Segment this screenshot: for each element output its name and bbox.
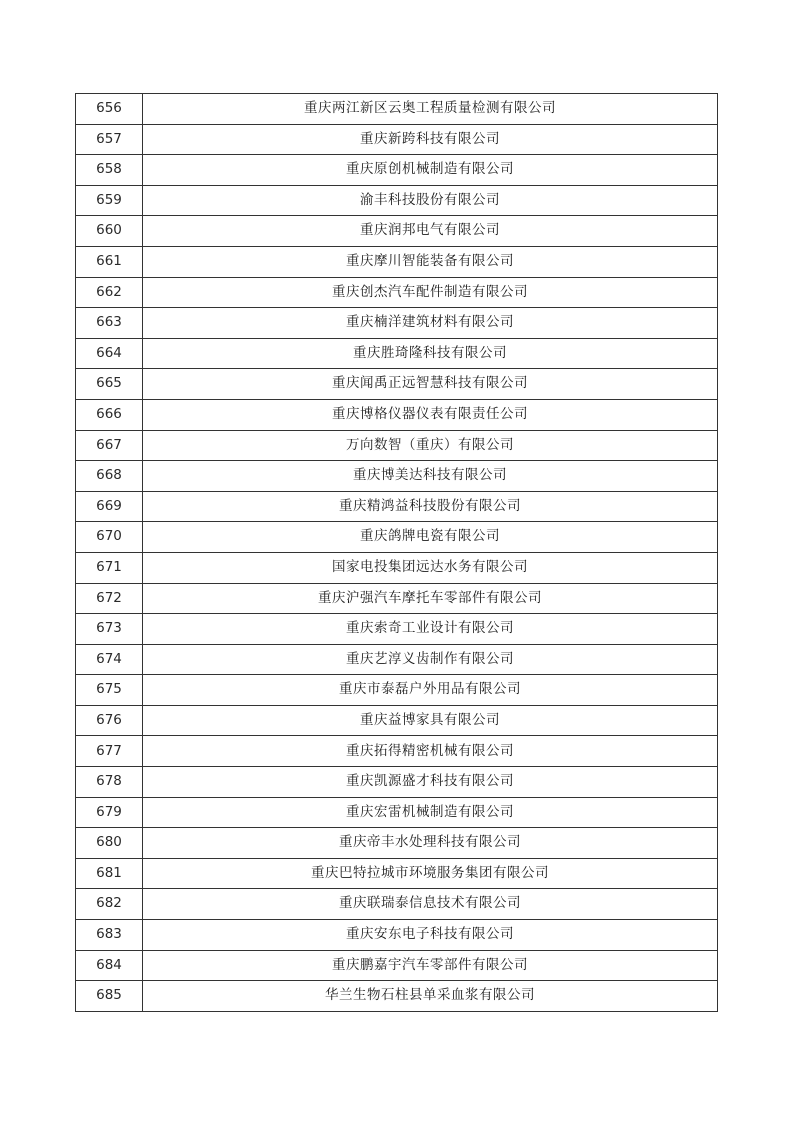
- company-name-cell: 重庆联瑞泰信息技术有限公司: [143, 889, 718, 920]
- company-name-cell: 重庆拓得精密机械有限公司: [143, 736, 718, 767]
- table-row: [76, 399, 718, 430]
- company-name-cell: 重庆精鸿益科技股份有限公司: [143, 491, 718, 522]
- row-number-cell: 683: [76, 920, 143, 951]
- company-name-cell: 重庆闻禹正远智慧科技有限公司: [143, 369, 718, 400]
- company-name-cell: 重庆凯源盛才科技有限公司: [143, 767, 718, 798]
- table-row: [76, 705, 718, 736]
- table-row: [76, 94, 718, 125]
- row-number-cell: 676: [76, 705, 143, 736]
- row-number-cell: 669: [76, 491, 143, 522]
- table-row: [76, 491, 718, 522]
- company-name-cell: 重庆楠洋建筑材料有限公司: [143, 308, 718, 339]
- table-row: [76, 767, 718, 798]
- company-name-cell: 重庆新跨科技有限公司: [143, 124, 718, 155]
- row-number-cell: 668: [76, 461, 143, 492]
- row-number-cell: 667: [76, 430, 143, 461]
- row-number-cell: 663: [76, 308, 143, 339]
- company-name-cell: 渝丰科技股份有限公司: [143, 185, 718, 216]
- row-number-cell: 664: [76, 338, 143, 369]
- table-row: [76, 797, 718, 828]
- table-row: [76, 308, 718, 339]
- row-number-cell: 680: [76, 828, 143, 859]
- row-number-cell: 671: [76, 552, 143, 583]
- table-row: [76, 552, 718, 583]
- company-name-cell: 国家电投集团远达水务有限公司: [143, 552, 718, 583]
- table-row: [76, 369, 718, 400]
- table-row: [76, 185, 718, 216]
- company-name-cell: 重庆帝丰水处理科技有限公司: [143, 828, 718, 859]
- row-number-cell: 658: [76, 155, 143, 186]
- table-row: [76, 246, 718, 277]
- table-row: [76, 981, 718, 1012]
- company-name-cell: 重庆安东电子科技有限公司: [143, 920, 718, 951]
- table-row: [76, 614, 718, 645]
- row-number-cell: 662: [76, 277, 143, 308]
- row-number-cell: 666: [76, 399, 143, 430]
- table-row: [76, 155, 718, 186]
- company-name-cell: 重庆两江新区云奥工程质量检测有限公司: [143, 94, 718, 125]
- row-number-cell: 673: [76, 614, 143, 645]
- table-row: [76, 736, 718, 767]
- row-number-cell: 674: [76, 644, 143, 675]
- company-name-cell: 重庆胜琦隆科技有限公司: [143, 338, 718, 369]
- table-row: [76, 920, 718, 951]
- table-row: [76, 216, 718, 247]
- table-row: [76, 461, 718, 492]
- company-name-cell: 重庆博美达科技有限公司: [143, 461, 718, 492]
- company-name-cell: 华兰生物石柱县单采血浆有限公司: [143, 981, 718, 1012]
- table-row: [76, 124, 718, 155]
- company-name-cell: 重庆博格仪器仪表有限责任公司: [143, 399, 718, 430]
- table-row: [76, 828, 718, 859]
- row-number-cell: 657: [76, 124, 143, 155]
- row-number-cell: 682: [76, 889, 143, 920]
- company-name-cell: 重庆鸽牌电瓷有限公司: [143, 522, 718, 553]
- table-row: [76, 889, 718, 920]
- row-number-cell: 665: [76, 369, 143, 400]
- table-body: [76, 94, 718, 1012]
- row-number-cell: 672: [76, 583, 143, 614]
- company-name-cell: 重庆巴特拉城市环境服务集团有限公司: [143, 858, 718, 889]
- row-number-cell: 677: [76, 736, 143, 767]
- company-name-cell: 重庆原创机械制造有限公司: [143, 155, 718, 186]
- company-name-cell: 重庆创杰汽车配件制造有限公司: [143, 277, 718, 308]
- row-number-cell: 679: [76, 797, 143, 828]
- table-row: [76, 675, 718, 706]
- row-number-cell: 685: [76, 981, 143, 1012]
- table-row: [76, 583, 718, 614]
- row-number-cell: 675: [76, 675, 143, 706]
- company-name-cell: 重庆沪强汽车摩托车零部件有限公司: [143, 583, 718, 614]
- company-name-cell: 重庆鹏嘉宇汽车零部件有限公司: [143, 950, 718, 981]
- row-number-cell: 660: [76, 216, 143, 247]
- row-number-cell: 656: [76, 94, 143, 125]
- company-name-cell: 重庆摩川智能装备有限公司: [143, 246, 718, 277]
- table-row: [76, 644, 718, 675]
- company-name-cell: 万向数智（重庆）有限公司: [143, 430, 718, 461]
- table-row: [76, 430, 718, 461]
- row-number-cell: 661: [76, 246, 143, 277]
- table-row: [76, 338, 718, 369]
- table-row: [76, 522, 718, 553]
- company-name-cell: 重庆艺淳义齿制作有限公司: [143, 644, 718, 675]
- company-name-cell: 重庆市泰磊户外用品有限公司: [143, 675, 718, 706]
- row-number-cell: 684: [76, 950, 143, 981]
- table-row: [76, 277, 718, 308]
- row-number-cell: 678: [76, 767, 143, 798]
- row-number-cell: 681: [76, 858, 143, 889]
- company-name-cell: 重庆润邦电气有限公司: [143, 216, 718, 247]
- company-name-cell: 重庆索奇工业设计有限公司: [143, 614, 718, 645]
- table-row: [76, 950, 718, 981]
- table-row: [76, 858, 718, 889]
- row-number-cell: 659: [76, 185, 143, 216]
- company-name-cell: 重庆宏雷机械制造有限公司: [143, 797, 718, 828]
- company-list-table: [75, 93, 718, 1012]
- row-number-cell: 670: [76, 522, 143, 553]
- company-name-cell: 重庆益博家具有限公司: [143, 705, 718, 736]
